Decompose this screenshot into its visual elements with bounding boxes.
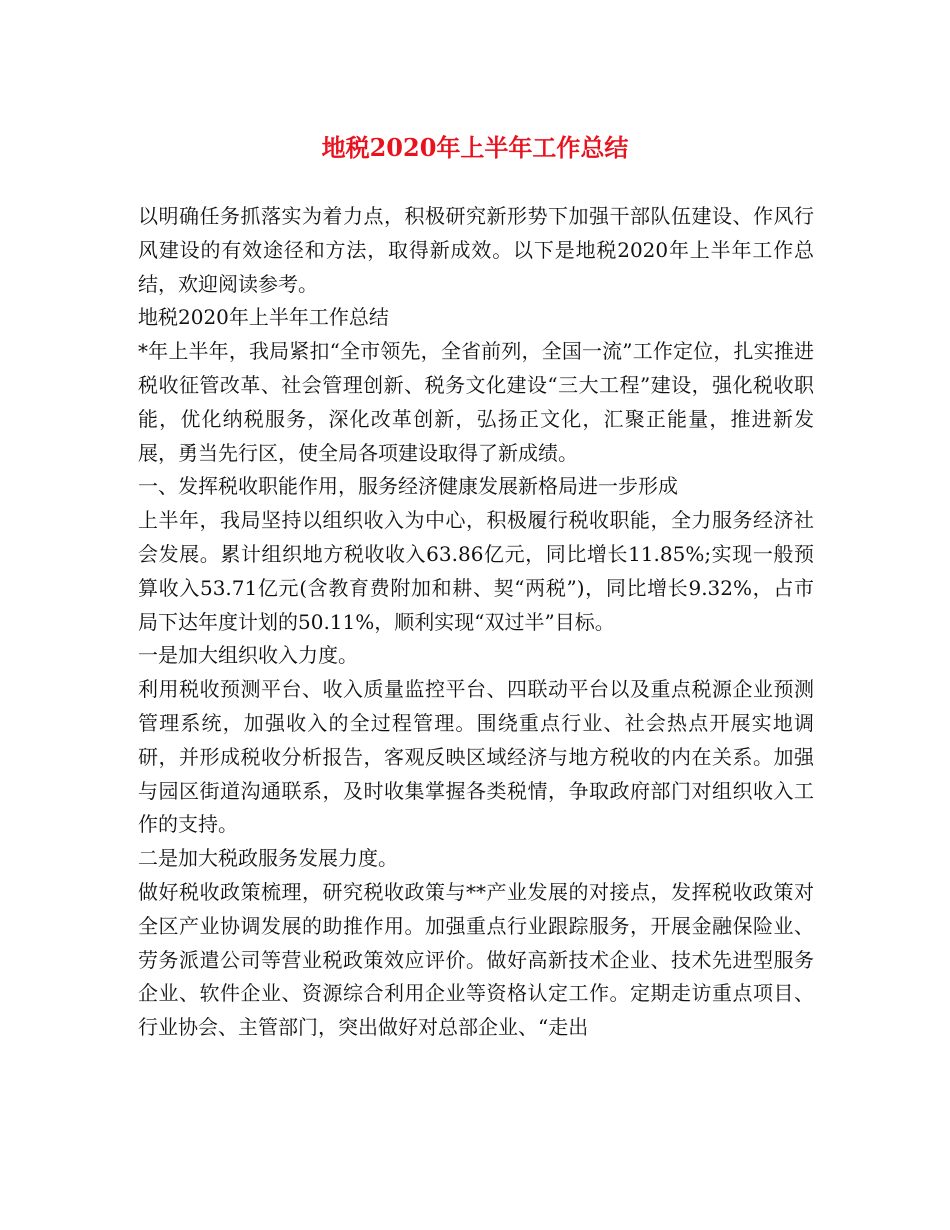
document-title: 地税2020年上半年工作总结 <box>321 133 629 162</box>
paragraph-revenue: 上半年，我局坚持以组织收入为中心，积极履行税收职能，全力服务经济社会发展。累计组织地方税收收入63.86亿元，同比增长11.85%;实现一般预算收入53.71亿元(含教育费附加和耕、契“两税”)，同比增长9.32%，占市局下达年度计划的50.11%，顺利实现“双过半”目标。 <box>138 508 814 634</box>
paragraph-subtitle: 地税2020年上半年工作总结 <box>138 305 389 330</box>
document-body <box>138 200 814 1045</box>
subheading-1: 一是加大组织收入力度。 <box>138 643 358 668</box>
paragraph-overview: *年上半年，我局紧扣“全市领先，全省前列，全国一流”工作定位，扎实推进税收征管改革、社会管理创新、税务文化建设“三大工程”建设，强化税收职能，优化纳税服务，深化改革创新，弘扬正文化，汇聚正能量，推进新发展，勇当先行区，使全局各项建设取得了新成绩。 <box>138 339 814 465</box>
paragraph-intro: 以明确任务抓落实为着力点，积极研究新形势下加强干部队伍建设、作风行风建设的有效途径和方法，取得新成效。以下是地税2020年上半年工作总结，欢迎阅读参考。 <box>138 204 814 296</box>
subheading-2: 二是加大税政服务发展力度。 <box>138 846 398 871</box>
paragraph-collection: 利用税收预测平台、收入质量监控平台、四联动平台以及重点税源企业预测管理系统，加强收入的全过程管理。围绕重点行业、社会热点开展实地调研，并形成税收分析报告，客观反映区域经济与地方税收的内在关系。加强与园区街道沟通联系，及时收集掌握各类税情，争取政府部门对组织收入工作的支持。 <box>138 677 814 837</box>
paragraph-policy: 做好税收政策梳理，研究税收政策与**产业发展的对接点，发挥税收政策对全区产业协调发展的助推作用。加强重点行业跟踪服务，开展金融保险业、劳务派遣公司等营业税政策效应评价。做好高新技术企业、技术先进型服务企业、软件企业、资源综合利用企业等资格认定工作。定期走访重点项目、行业协会、主管部门，突出做好对总部企业、“走出 <box>138 879 814 1040</box>
section-heading-1: 一、发挥税收职能作用，服务经济健康发展新格局进一步形成 <box>138 474 678 499</box>
